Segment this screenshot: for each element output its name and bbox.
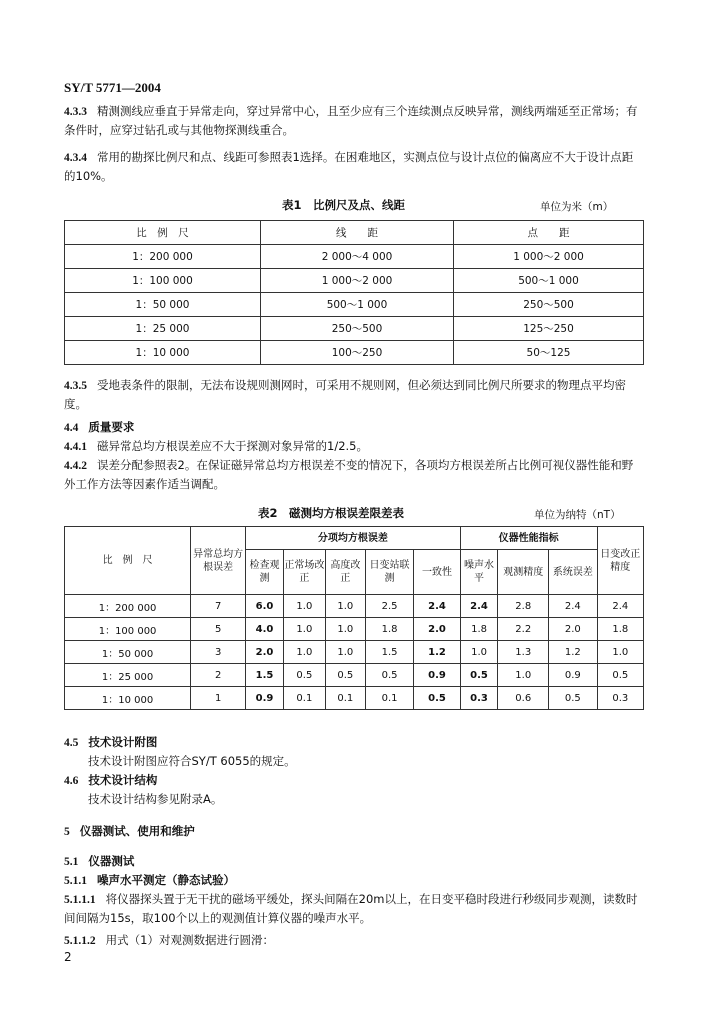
table1 — [64, 220, 644, 365]
clause-4-3-3 — [64, 102, 644, 139]
clause-4-4-1 — [64, 437, 644, 456]
table-header-group: 分项均方根误差 — [246, 527, 461, 550]
heading-text: 仪器测试、使用和维护 — [79, 824, 195, 838]
clause-5-1-1-1 — [64, 890, 644, 927]
table-cell: 1：50 000 — [65, 293, 261, 317]
clause-text: 精测测线应垂直于异常走向，穿过异常中心，且至少应有三个连续测点反映异常，测线两端延至正常场；有条件时，应穿过钻孔或与其他物探测线重合。 — [64, 104, 638, 137]
clause-text: 将仪器探头置于无干扰的磁场平缓处，探头间隔在20m以上，在日变平稳时段进行秒级同步观测，读数时间间隔为15s，取100个以上的观测值计算仪器的噪声水平。 — [64, 892, 638, 925]
clause-number: 5.1.1 — [64, 875, 87, 887]
table-header: 噪声水平 — [460, 550, 498, 595]
table-cell: 2.0 — [246, 641, 284, 664]
table-cell: 2.2 — [498, 618, 549, 641]
table-cell: 5 — [191, 618, 246, 641]
table-cell: 3 — [191, 641, 246, 664]
table-cell: 1.0 — [460, 641, 498, 664]
table2-title: 表2 磁测均方根误差限差表 — [258, 506, 405, 520]
table-cell: 1.0 — [325, 641, 365, 664]
table-row — [65, 595, 644, 618]
table-header: 比 例 尺 — [65, 527, 191, 595]
table-cell: 1：10 000 — [65, 687, 191, 710]
table-cell: 0.5 — [549, 687, 598, 710]
heading-5-1-1 — [64, 871, 644, 890]
table-cell: 1.0 — [283, 595, 325, 618]
table-cell: 1：10 000 — [65, 341, 261, 365]
heading-text: 噪声水平测定（静态试验） — [97, 873, 235, 887]
clause-4-3-5 — [64, 376, 644, 413]
table-cell: 1：100 000 — [65, 618, 191, 641]
heading-5-1 — [64, 852, 644, 871]
table-header: 比 例 尺 — [65, 221, 261, 245]
standard-number: SY/T 5771—2004 — [64, 80, 161, 95]
table-cell: 7 — [191, 595, 246, 618]
clause-number: 5 — [64, 826, 70, 838]
heading-4-4 — [64, 418, 644, 437]
table-header: 检查观测 — [246, 550, 284, 595]
clause-number: 4.4 — [64, 422, 79, 434]
table-cell: 1.3 — [498, 641, 549, 664]
table-cell: 250～500 — [261, 317, 454, 341]
clause-number: 5.1 — [64, 856, 79, 868]
table-cell: 1：25 000 — [65, 664, 191, 687]
table2-unit: 单位为纳特（nT） — [534, 509, 621, 521]
table1-title: 表1 比例尺及点、线距 — [282, 198, 406, 212]
table-cell: 500～1 000 — [261, 293, 454, 317]
table-row — [65, 687, 644, 710]
paragraph-4-5: 技术设计附图应符合SY/T 6055的规定。 — [88, 754, 296, 768]
table-row — [65, 664, 644, 687]
table-header: 点 距 — [454, 221, 644, 245]
clause-number: 4.6 — [64, 775, 79, 787]
clause-number: 4.3.5 — [64, 380, 87, 392]
table-cell: 1：200 000 — [65, 595, 191, 618]
table-cell: 1.8 — [460, 618, 498, 641]
table-header: 日变站联测 — [365, 550, 414, 595]
table-cell: 500～1 000 — [454, 269, 644, 293]
table-header-row — [65, 221, 644, 245]
clause-number: 4.5 — [64, 737, 79, 749]
table-row — [65, 245, 644, 269]
table-cell: 2.8 — [498, 595, 549, 618]
table-row — [65, 341, 644, 365]
table-cell: 125～250 — [454, 317, 644, 341]
table-header: 正常场改正 — [283, 550, 325, 595]
table-header: 日变改正精度 — [597, 527, 643, 595]
table-cell: 0.5 — [325, 664, 365, 687]
clause-number: 5.1.1.1 — [64, 894, 96, 906]
table1-unit: 单位为米（m） — [540, 201, 614, 213]
table-cell: 2.0 — [549, 618, 598, 641]
table-cell: 1：100 000 — [65, 269, 261, 293]
table-cell: 1.0 — [283, 641, 325, 664]
table-cell: 4.0 — [246, 618, 284, 641]
clause-4-4-2 — [64, 456, 644, 493]
table-cell: 1：25 000 — [65, 317, 261, 341]
table-header: 系统误差 — [549, 550, 598, 595]
clause-number: 5.1.1.2 — [64, 935, 96, 947]
table-cell: 1 000～2 000 — [261, 269, 454, 293]
table-row — [65, 293, 644, 317]
table-cell: 0.5 — [460, 664, 498, 687]
table-cell: 1.0 — [325, 595, 365, 618]
table-cell: 2 — [191, 664, 246, 687]
table-cell: 250～500 — [454, 293, 644, 317]
table-cell: 50～125 — [454, 341, 644, 365]
table-cell: 0.1 — [365, 687, 414, 710]
clause-text: 磁异常总均方根误差应不大于探测对象异常的1/2.5。 — [97, 439, 368, 453]
table-row — [65, 269, 644, 293]
table-cell: 1：50 000 — [65, 641, 191, 664]
table-header: 高度改正 — [325, 550, 365, 595]
heading-4-6 — [64, 771, 644, 790]
clause-number: 4.3.3 — [64, 106, 87, 118]
table-cell: 2.4 — [460, 595, 498, 618]
clause-text: 误差分配参照表2。在保证磁异常总均方根误差不变的情况下，各项均方根误差所占比例可视仪器性能和野外工作方法等因素作适当调配。 — [64, 458, 634, 491]
table-cell: 1：200 000 — [65, 245, 261, 269]
table-cell: 2.4 — [597, 595, 643, 618]
table-cell: 0.6 — [498, 687, 549, 710]
table-header: 观测精度 — [498, 550, 549, 595]
paragraph-4-6: 技术设计结构参见附录A。 — [88, 792, 223, 806]
table-cell: 1.0 — [283, 618, 325, 641]
table-cell: 0.9 — [246, 687, 284, 710]
table-cell: 1.5 — [365, 641, 414, 664]
table-cell: 2.4 — [414, 595, 460, 618]
table-cell: 0.5 — [365, 664, 414, 687]
table-cell: 100～250 — [261, 341, 454, 365]
table-cell: 1.0 — [597, 641, 643, 664]
table-cell: 0.9 — [414, 664, 460, 687]
table-cell: 0.1 — [325, 687, 365, 710]
table-header: 异常总均方根误差 — [191, 527, 246, 595]
page-number: 2 — [64, 950, 72, 964]
table-cell: 0.9 — [549, 664, 598, 687]
table-cell: 0.3 — [597, 687, 643, 710]
table-cell: 0.3 — [460, 687, 498, 710]
table-cell: 2.0 — [414, 618, 460, 641]
table-header-row — [65, 527, 644, 550]
clause-5-1-1-2 — [64, 931, 644, 950]
heading-text: 技术设计附图 — [88, 735, 158, 749]
table-cell: 1 000～2 000 — [454, 245, 644, 269]
heading-4-5 — [64, 733, 644, 752]
table-header: 线 距 — [261, 221, 454, 245]
table-cell: 1.0 — [498, 664, 549, 687]
table-cell: 2.4 — [549, 595, 598, 618]
table-row — [65, 317, 644, 341]
clause-text: 受地表条件的限制，无法布设规则测网时，可采用不规则网，但必须达到同比例尺所要求的物理点平均密度。 — [64, 378, 626, 411]
clause-text: 常用的勘探比例尺和点、线距可参照表1选择。在困难地区，实测点位与设计点位的偏离应不大于设计点距的10%。 — [64, 150, 634, 183]
table-header: 一致性 — [414, 550, 460, 595]
table-cell: 1.8 — [597, 618, 643, 641]
heading-5 — [64, 822, 644, 841]
clause-number: 4.4.1 — [64, 441, 87, 453]
table-cell: 1 — [191, 687, 246, 710]
table-cell: 6.0 — [246, 595, 284, 618]
table2 — [64, 526, 644, 710]
heading-text: 仪器测试 — [88, 854, 135, 868]
table-cell: 2 000～4 000 — [261, 245, 454, 269]
table-cell: 0.5 — [414, 687, 460, 710]
clause-text: 用式（1）对观测数据进行圆滑： — [105, 933, 274, 947]
table-cell: 1.2 — [414, 641, 460, 664]
heading-text: 质量要求 — [88, 420, 135, 434]
table-header-group: 仪器性能指标 — [460, 527, 597, 550]
table-cell: 0.5 — [597, 664, 643, 687]
table-row — [65, 641, 644, 664]
table-row — [65, 618, 644, 641]
table-cell: 1.5 — [246, 664, 284, 687]
table-cell: 1.2 — [549, 641, 598, 664]
clause-number: 4.3.4 — [64, 152, 87, 164]
clause-number: 4.4.2 — [64, 460, 87, 472]
table-cell: 2.5 — [365, 595, 414, 618]
clause-4-3-4 — [64, 148, 644, 185]
table-cell: 0.1 — [283, 687, 325, 710]
table-cell: 1.0 — [325, 618, 365, 641]
table-cell: 0.5 — [283, 664, 325, 687]
heading-text: 技术设计结构 — [88, 773, 158, 787]
table-cell: 1.8 — [365, 618, 414, 641]
